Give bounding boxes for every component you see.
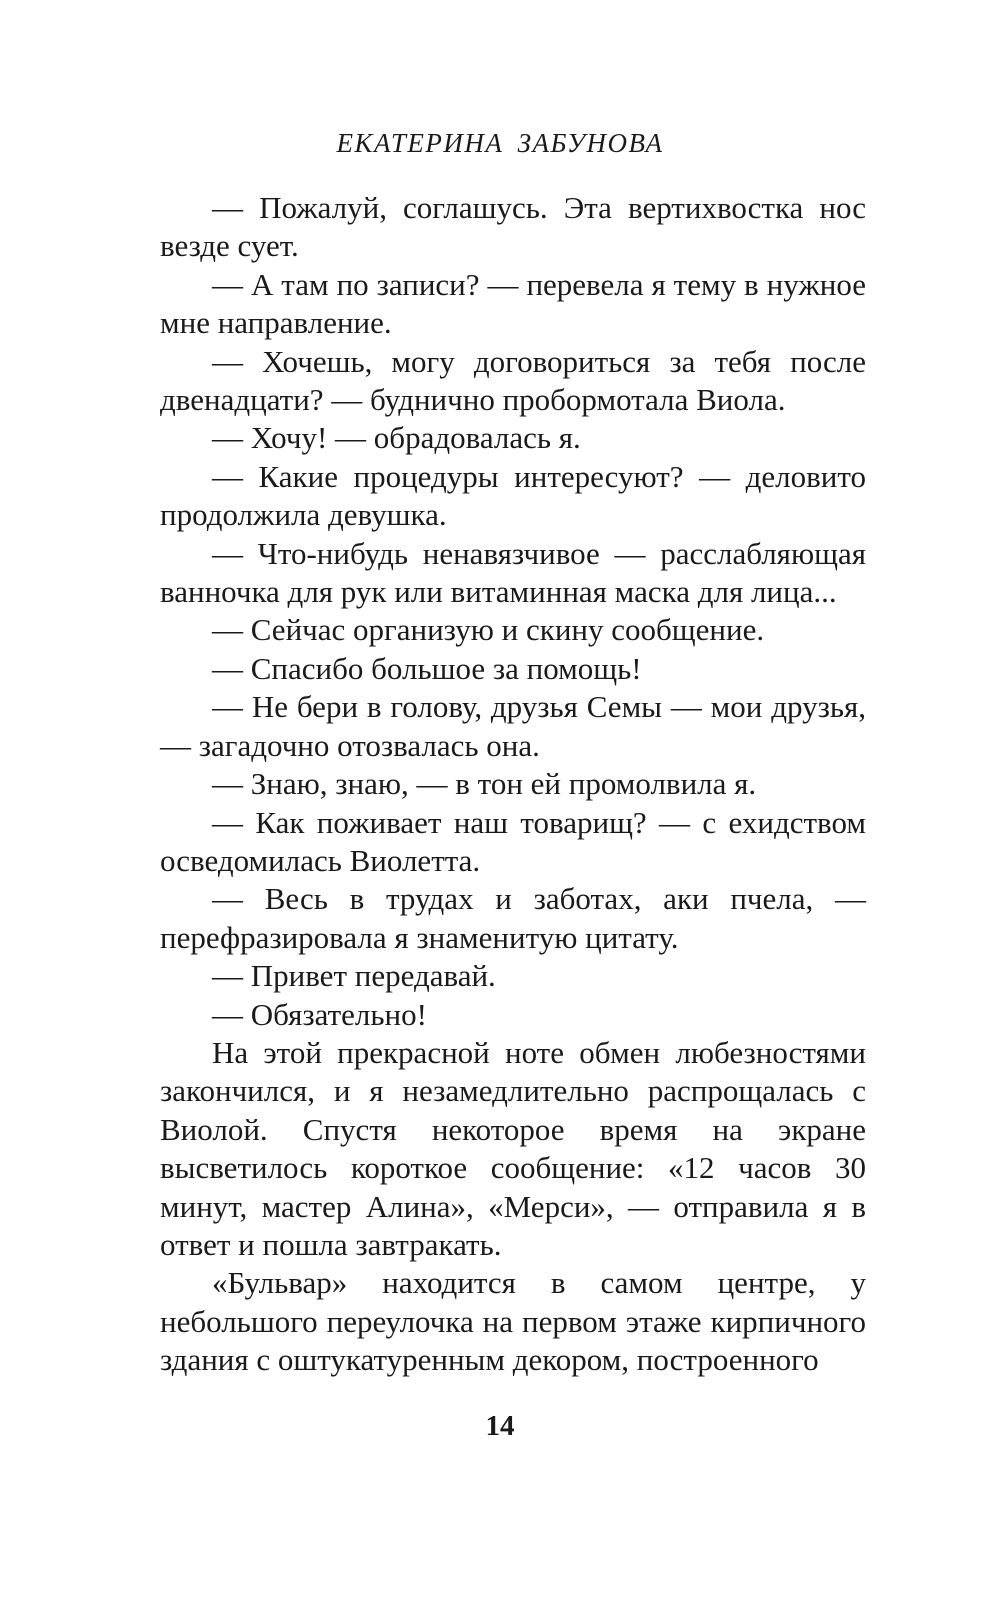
paragraph: — Весь в трудах и заботах, аки пчела, — перефразировала я знаменитую цитату.: [160, 881, 866, 955]
paragraph: — Хочешь, могу договориться за тебя после двенадцати? — буднично пробормотала Виола.: [160, 343, 866, 418]
paragraph: — А там по записи? — перевела я тему в нужное мне направление.: [160, 266, 866, 341]
paragraph: — Спасибо большое за помощь!: [212, 650, 642, 686]
paragraph: — Что-нибудь ненавязчивое — расслабляющая ванночка для рук или витаминная маска для лица...: [160, 535, 866, 610]
paragraph: — Какие процедуры интересуют? — деловито продолжила девушка.: [160, 458, 866, 533]
paragraph: — Как поживает наш товарищ? — с ехидством осведомилась Виолетта.: [160, 804, 866, 878]
running-header-author: ЕКАТЕРИНА ЗАБУНОВА: [336, 128, 664, 158]
paragraph: — Привет передавай.: [212, 958, 496, 994]
paragraph: — Обязательно!: [212, 996, 427, 1032]
paragraph: «Бульвар» находится в самом центре, у небольшого переулочка на первом этаже кирпичного здания с оштукатуренным декором, построенного: [160, 1265, 866, 1378]
page-number: 14: [485, 1410, 515, 1442]
body-text: [160, 189, 866, 1380]
paragraph: — Хочу! — обрадовалась я.: [212, 420, 581, 456]
paragraph: На этой прекрасной ноте обмен любезностями закончился, и я незамедлительно распрощалась с Виолой. Спустя некоторое время на экране высветилось короткое сообщение: «12 часов 30 минут, мастер Алина», «Мерси», — отправила я в ответ и пошла завтракать.: [160, 1034, 866, 1262]
paragraph: — Не бери в голову, друзья Семы — мои друзья, — загадочно отозвалась она.: [160, 689, 866, 763]
paragraph: — Знаю, знаю, — в тон ей промолвила я.: [212, 766, 757, 802]
paragraph: — Пожалуй, соглашусь. Эта вертихвостка нос везде сует.: [160, 190, 866, 264]
paragraph: — Сейчас организую и скину сообщение.: [212, 612, 765, 648]
